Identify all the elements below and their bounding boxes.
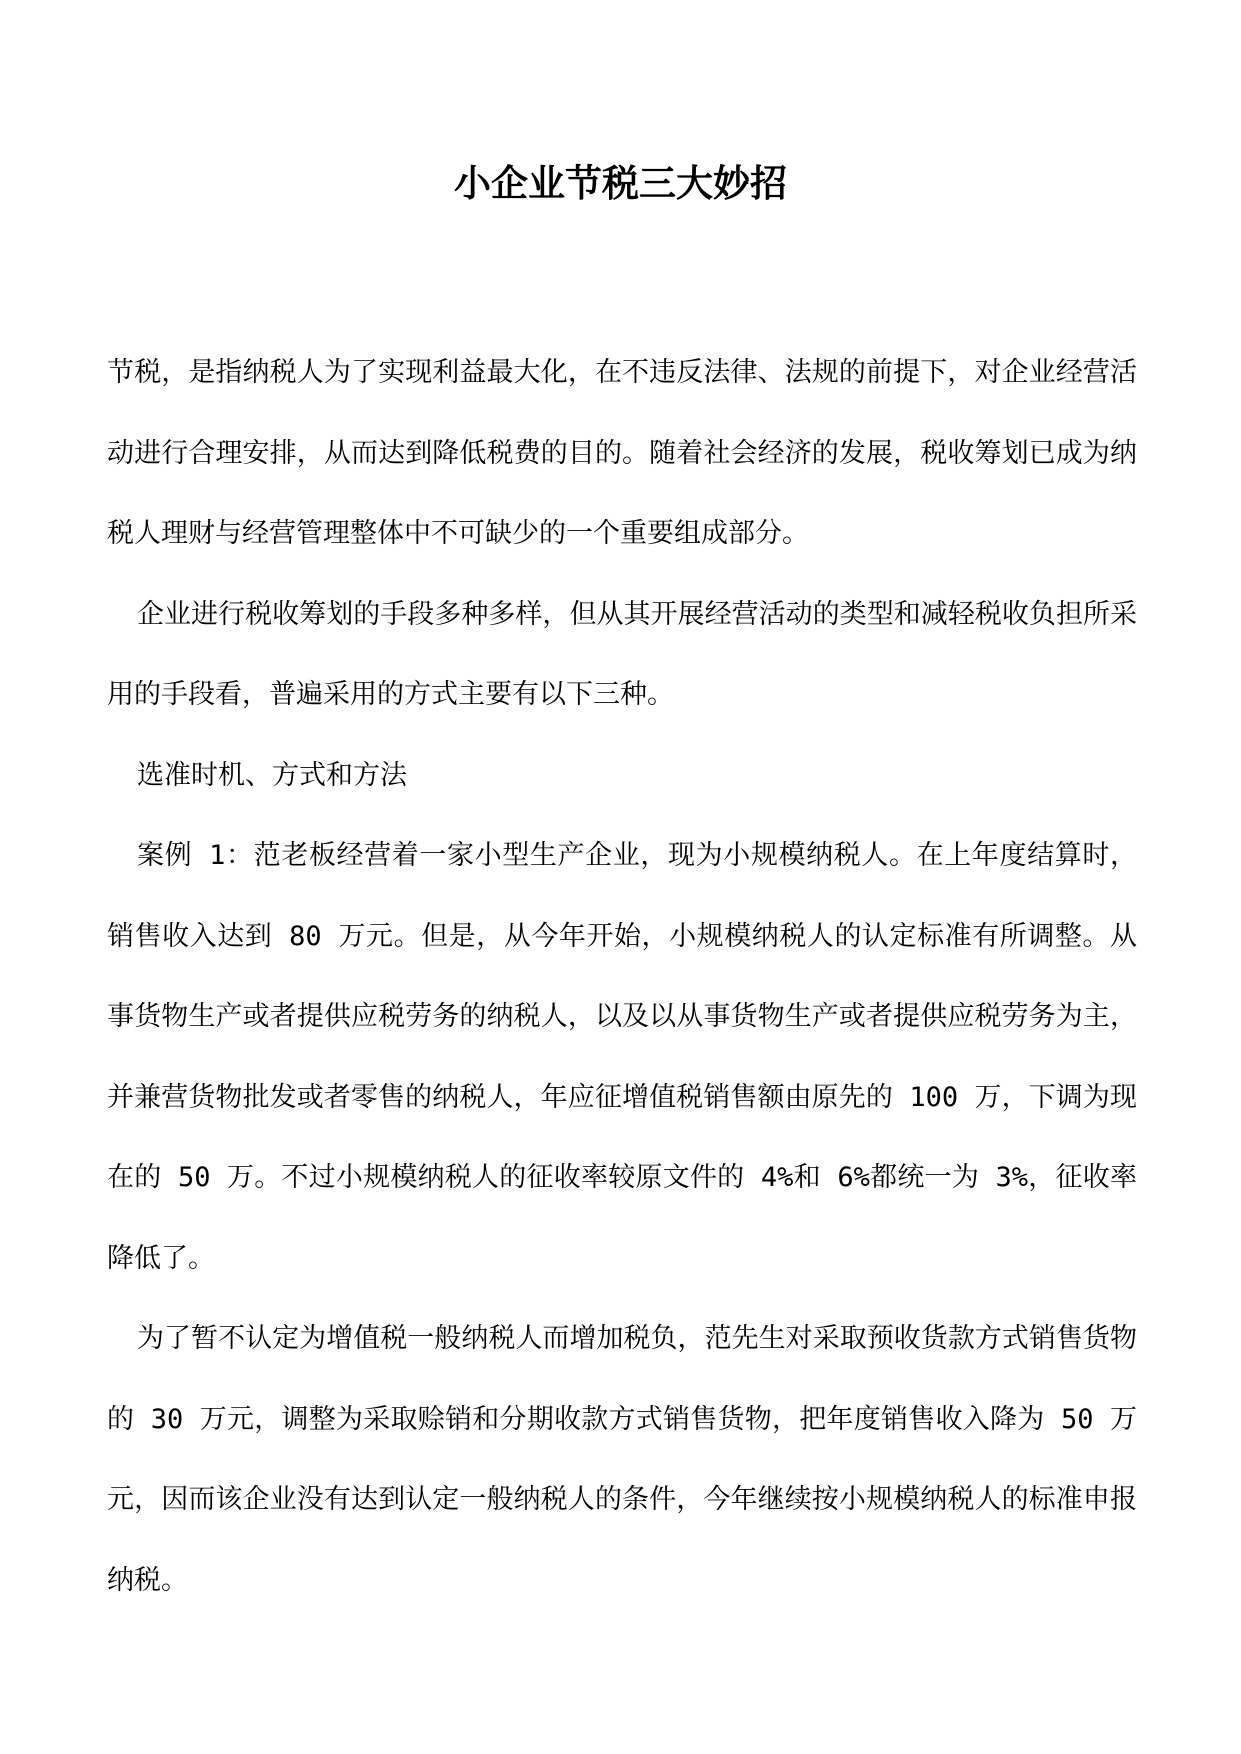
section-heading: 选准时机、方式和方法 (137, 759, 407, 791)
paragraph-intro: 节税，是指纳税人为了实现利益最大化，在不违反法律、法规的前提下，对企业经营活动进行合理安排，从而达到降低税费的目的。随着社会经济的发展，税收筹划已成为纳税人理财与经营管理整体中不可缺少的一个重要组成部分。 (107, 357, 1137, 549)
paragraph-case-1: 案例 1：范老板经营着一家小型生产企业，现为小规模纳税人。在上年度结算时，销售收入达到 80 万元。但是，从今年开始，小规模纳税人的认定标准有所调整。从事货物生产或者提供应税劳务的纳税人，以及以从事货物生产或者提供应税劳务为主，并兼营货物批发或者零售的纳税人，年应征增值税销售额由原先的 100 万，下调为现在的 50 万。不过小规模纳税人的征收率较原文件的 4%和 6%都统一为 3%，征收率降低了。 (107, 840, 1137, 1274)
document-title: 小企业节税三大妙招 (454, 161, 787, 205)
paragraph-methods: 企业进行税收筹划的手段多种多样，但从其开展经营活动的类型和减轻税收负担所采用的手段看，普遍采用的方式主要有以下三种。 (107, 598, 1137, 710)
paragraph-case-1-solution: 为了暂不认定为增值税一般纳税人而增加税负，范先生对采取预收货款方式销售货物的 30 万元，调整为采取赊销和分期收款方式销售货物，把年度销售收入降为 50 万元，因而该企业没有达到认定一般纳税人的条件，今年继续按小规模纳税人的标准申报纳税。 (107, 1323, 1137, 1596)
document-body (107, 333, 1137, 1621)
